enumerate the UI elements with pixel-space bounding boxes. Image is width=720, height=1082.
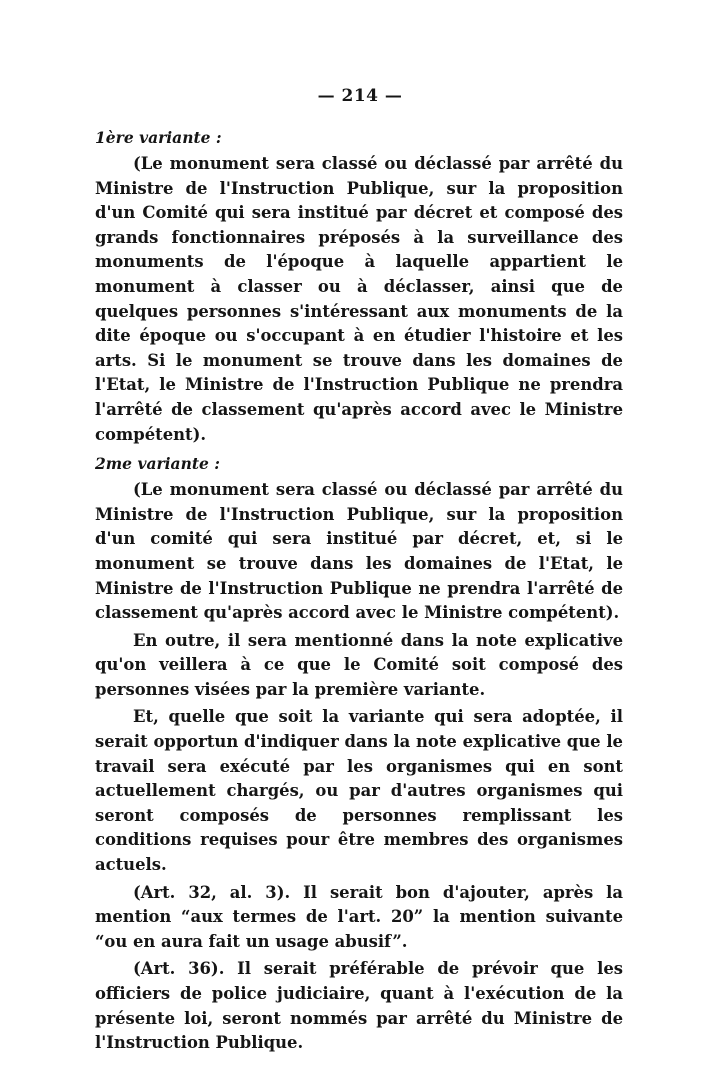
body-text	[95, 126, 623, 1056]
paragraph-art-36: (Art. 36). Il serait préférable de prévoir que les officiers de police judiciaire, quant à l'exécution de la présente loi, seront nommés par arrêté du Ministre de l'Instruction Publique.	[95, 959, 623, 1053]
paragraph-art-32: (Art. 32, al. 3). Il serait bon d'ajouter, après la mention “aux termes de l'art. 20” la mention suivante “ou en aura fait un usage abusif”.	[95, 882, 623, 951]
paragraph-note-committee: En outre, il sera mentionné dans la note explicative qu'on veillera à ce que le Comité soit composé des personnes visées par la première variante.	[95, 630, 623, 699]
variant-1-text: (Le monument sera classé ou déclassé par arrêté du Ministre de l'Instruction Publique, sur la proposition d'un Comité qui sera institué par décret et composé des grands fonctionnaires préposés à la surveillance des monuments de l'époque à laquelle appartient le monument à classer ou à déclasser, ainsi que de quelques personnes s'intéressant aux monuments de la dite époque ou s'occupant à en étudier l'histoire et les arts. Si le monument se trouve dans les domaines de l'Etat, le Ministre de l'Instruction Publique ne prendra l'arrêté de classement qu'après accord avec le Ministre compétent).	[95, 154, 623, 444]
variant-2-text: (Le monument sera classé ou déclassé par arrêté du Ministre de l'Instruction Publique, sur la proposition d'un comité qui sera institué par décret, et, si le monument se trouve dans les domaines de l'Etat, le Ministre de l'Instruction Publique ne prendra l'arrêté de classement qu'après accord avec le Ministre compétent).	[95, 480, 623, 623]
variant-1-heading: 1ère variante :	[95, 128, 222, 147]
variant-2-heading: 2me variante :	[95, 454, 220, 474]
paragraph-note-organisms: Et, quelle que soit la variante qui sera adoptée, il serait opportun d'indiquer dans la note explicative que le travail sera exécuté par les organismes qui en sont actuellement chargés, ou par d'autres organismes qui seront composés de personnes remplissant les conditions requises pour être membres des organismes actuels.	[95, 707, 623, 875]
page-number: — 214 —	[317, 86, 403, 106]
